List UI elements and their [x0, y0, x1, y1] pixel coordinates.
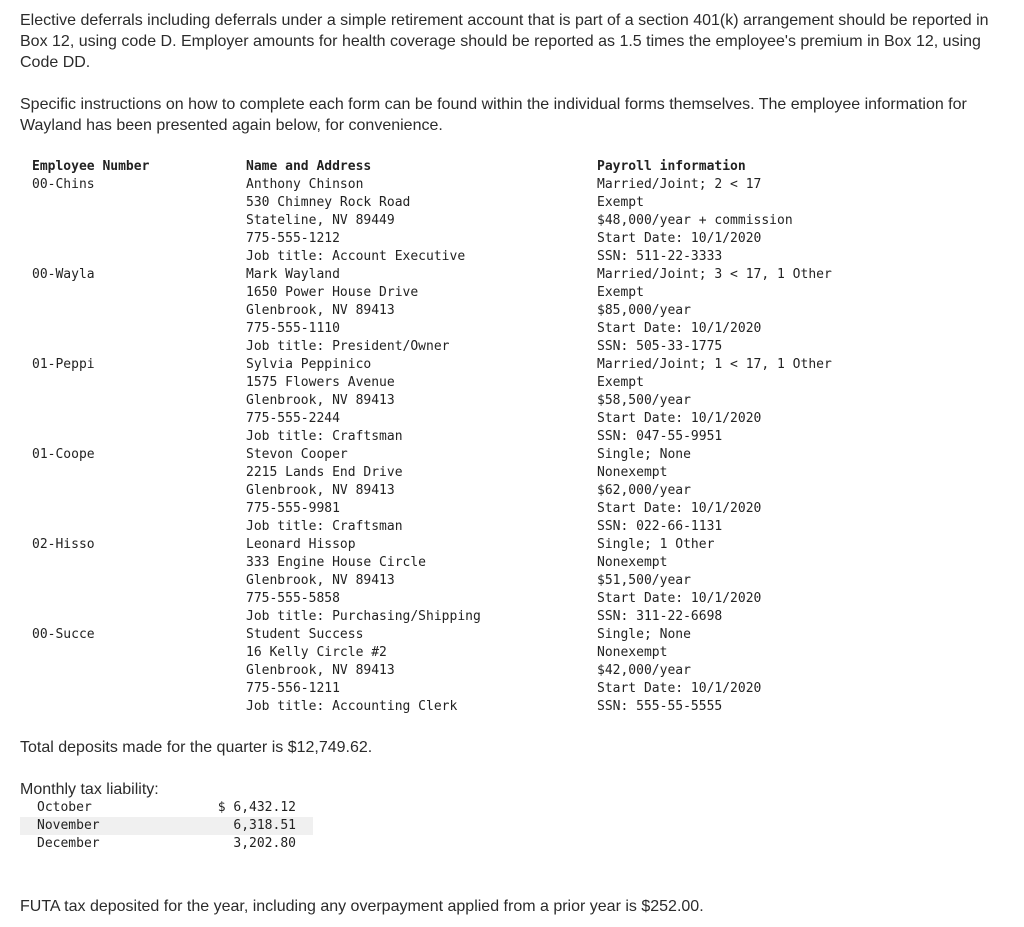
name-address-cell — [246, 536, 597, 626]
employee-table-header — [32, 158, 932, 176]
ssn: SSN: 022-66-1131 — [597, 519, 723, 534]
employee-number: 01-Peppi — [32, 357, 95, 372]
job-title: Job title: Craftsman — [246, 429, 403, 444]
payroll-cell — [597, 176, 897, 266]
filing-status: Single; 1 Other — [597, 537, 715, 552]
table-row — [20, 835, 313, 853]
job-title: Job title: Account Executive — [246, 249, 466, 264]
city-state-zip: Glenbrook, NV 89413 — [246, 303, 395, 318]
exempt-status: Exempt — [597, 375, 644, 390]
name-address-cell — [246, 266, 597, 356]
name-address-cell — [246, 356, 597, 446]
table-row — [32, 266, 932, 356]
salary: $48,000/year + commission — [597, 213, 793, 228]
employee-name: Anthony Chinson — [246, 177, 364, 192]
ssn: SSN: 311-22-6698 — [597, 609, 723, 624]
start-date: Start Date: 10/1/2020 — [597, 591, 762, 606]
exempt-status: Exempt — [597, 195, 644, 210]
job-title: Job title: Purchasing/Shipping — [246, 609, 481, 624]
employee-table — [32, 158, 932, 716]
exempt-status: Nonexempt — [597, 465, 668, 480]
salary: $58,500/year — [597, 393, 691, 408]
ssn: SSN: 511-22-3333 — [597, 249, 723, 264]
tax-amount: $ 6,432.12 — [217, 800, 296, 815]
payroll-cell — [597, 536, 897, 626]
header-name-address: Name and Address — [246, 159, 372, 174]
tax-amount: 6,318.51 — [233, 818, 296, 833]
futa-tax-paragraph: FUTA tax deposited for the year, including any overpayment applied from a prior year is $252.00. — [20, 898, 704, 915]
tax-month: December — [37, 836, 100, 851]
table-row — [20, 799, 313, 817]
employee-number: 00-Chins — [32, 177, 95, 192]
ssn: SSN: 555-55-5555 — [597, 699, 723, 714]
filing-status: Married/Joint; 2 < 17 — [597, 177, 762, 192]
payroll-cell — [597, 266, 897, 356]
name-address-cell — [246, 446, 597, 536]
exempt-status: Exempt — [597, 285, 644, 300]
monthly-tax-liability-label: Monthly tax liability: — [20, 781, 159, 798]
name-address-cell — [246, 176, 597, 266]
salary: $42,000/year — [597, 663, 691, 678]
start-date: Start Date: 10/1/2020 — [597, 231, 762, 246]
header-employee-number: Employee Number — [32, 159, 150, 174]
phone-number: 775-555-1212 — [246, 231, 340, 246]
table-row — [32, 446, 932, 536]
filing-status: Single; None — [597, 627, 691, 642]
table-row — [32, 176, 932, 266]
employee-number: 01-Coope — [32, 447, 95, 462]
city-state-zip: Stateline, NV 89449 — [246, 213, 395, 228]
street-address: 1575 Flowers Avenue — [246, 375, 395, 390]
ssn: SSN: 047-55-9951 — [597, 429, 723, 444]
payroll-cell — [597, 356, 897, 446]
city-state-zip: Glenbrook, NV 89413 — [246, 573, 395, 588]
phone-number: 775-556-1211 — [246, 681, 340, 696]
employee-name: Stevon Cooper — [246, 447, 348, 462]
filing-status: Married/Joint; 1 < 17, 1 Other — [597, 357, 832, 372]
box12-instructions-paragraph: Elective deferrals including deferrals under a simple retirement account that is part of a section 401(k) arrangement should be reported in Box 12, using code D. Employer amounts for health coverage should be reported as 1.5 times the employee's premium in Box 12, using Code DD. — [20, 12, 989, 71]
job-title: Job title: Accounting Clerk — [246, 699, 458, 714]
street-address: 333 Engine House Circle — [246, 555, 427, 570]
header-payroll-information: Payroll information — [597, 159, 746, 174]
table-row — [20, 817, 313, 835]
street-address: 1650 Power House Drive — [246, 285, 419, 300]
job-title: Job title: President/Owner — [246, 339, 450, 354]
start-date: Start Date: 10/1/2020 — [597, 411, 762, 426]
start-date: Start Date: 10/1/2020 — [597, 681, 762, 696]
table-row — [32, 626, 932, 716]
salary: $62,000/year — [597, 483, 691, 498]
start-date: Start Date: 10/1/2020 — [597, 501, 762, 516]
employee-name: Sylvia Peppinico — [246, 357, 372, 372]
monthly-tax-liability-table — [20, 799, 313, 853]
street-address: 16 Kelly Circle #2 — [246, 645, 387, 660]
employee-name: Student Success — [246, 627, 364, 642]
phone-number: 775-555-9981 — [246, 501, 340, 516]
tax-amount: 3,202.80 — [233, 836, 296, 851]
filing-status: Single; None — [597, 447, 691, 462]
salary: $51,500/year — [597, 573, 691, 588]
table-row — [32, 356, 932, 446]
table-row — [32, 536, 932, 626]
start-date: Start Date: 10/1/2020 — [597, 321, 762, 336]
salary: $85,000/year — [597, 303, 691, 318]
phone-number: 775-555-5858 — [246, 591, 340, 606]
city-state-zip: Glenbrook, NV 89413 — [246, 393, 395, 408]
phone-number: 775-555-1110 — [246, 321, 340, 336]
street-address: 530 Chimney Rock Road — [246, 195, 411, 210]
tax-month: November — [37, 818, 100, 833]
employee-number: 00-Wayla — [32, 267, 95, 282]
employee-number: 00-Succe — [32, 627, 95, 642]
tax-month: October — [37, 800, 92, 815]
form-instructions-paragraph: Specific instructions on how to complete each form can be found within the individual forms themselves. The employee information for Wayland has been presented again below, for convenience. — [20, 96, 967, 134]
employee-number: 02-Hisso — [32, 537, 95, 552]
city-state-zip: Glenbrook, NV 89413 — [246, 483, 395, 498]
total-deposits-paragraph: Total deposits made for the quarter is $12,749.62. — [20, 739, 373, 756]
filing-status: Married/Joint; 3 < 17, 1 Other — [597, 267, 832, 282]
job-title: Job title: Craftsman — [246, 519, 403, 534]
employee-name: Leonard Hissop — [246, 537, 356, 552]
exempt-status: Nonexempt — [597, 555, 668, 570]
city-state-zip: Glenbrook, NV 89413 — [246, 663, 395, 678]
payroll-cell — [597, 446, 897, 536]
name-address-cell — [246, 626, 597, 716]
street-address: 2215 Lands End Drive — [246, 465, 403, 480]
payroll-cell — [597, 626, 897, 716]
ssn: SSN: 505-33-1775 — [597, 339, 723, 354]
exempt-status: Nonexempt — [597, 645, 668, 660]
phone-number: 775-555-2244 — [246, 411, 340, 426]
employee-name: Mark Wayland — [246, 267, 340, 282]
